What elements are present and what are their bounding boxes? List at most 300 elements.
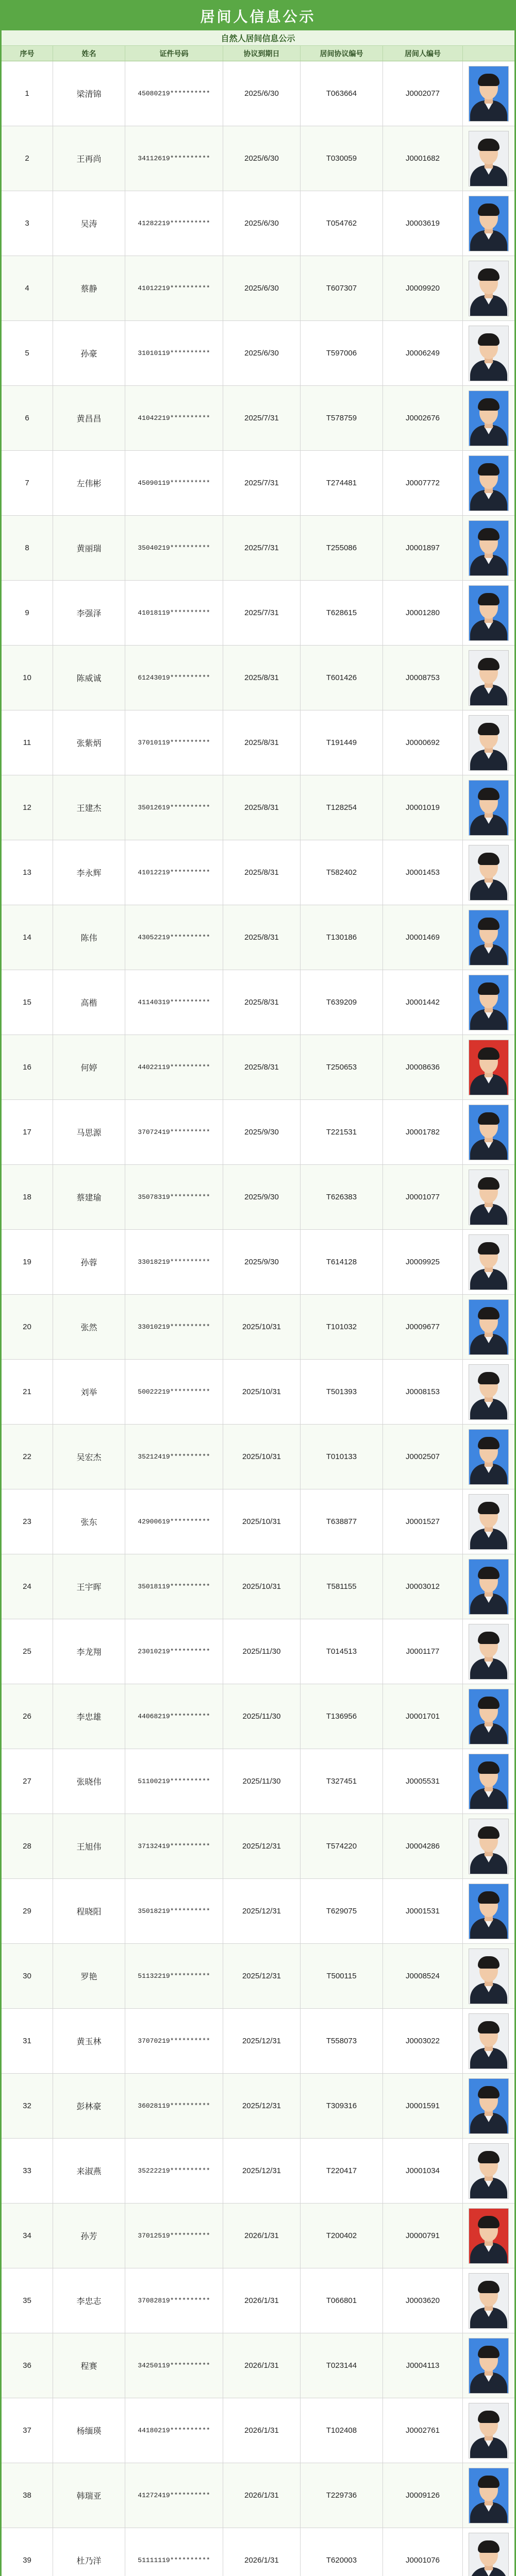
agreement-date: 2025/12/31 [223,2074,301,2139]
broker-code: J0003619 [383,191,463,256]
photo-cell [463,1749,514,1814]
person-name: 吴宏杰 [53,1425,125,1489]
person-name: 杜乃洋 [53,2528,125,2576]
agreement-date: 2025/7/31 [223,451,301,516]
table-row [2,1230,514,1295]
person-name: 程赛 [53,2333,125,2398]
agreement-date: 2025/8/31 [223,970,301,1035]
agreement-date: 2025/8/31 [223,775,301,840]
person-name: 王再尚 [53,126,125,191]
person-name: 韩瑞亚 [53,2463,125,2528]
broker-code: J0001077 [383,1165,463,1230]
agreement-number: T102408 [301,2398,383,2463]
photo-hair [478,1177,500,1190]
id-number: 41012219********** [125,256,223,321]
agreement-number: T030059 [301,126,383,191]
photo-cell [463,1619,514,1684]
agreement-number: T023144 [301,2333,383,2398]
agreement-date: 2025/8/31 [223,646,301,710]
portrait-photo [469,1299,509,1355]
broker-code: J0001177 [383,1619,463,1684]
photo-cell [463,2139,514,2204]
row-number: 38 [2,2463,53,2528]
row-number: 10 [2,646,53,710]
portrait-photo [469,2338,509,2394]
portrait-photo [469,1624,509,1680]
table-row [2,386,514,451]
row-number: 17 [2,1100,53,1165]
table-row [2,1879,514,1944]
person-name: 左伟彬 [53,451,125,516]
person-name: 李强泽 [53,581,125,646]
broker-code: J0001453 [383,840,463,905]
photo-hair [478,658,500,670]
portrait-photo [469,131,509,187]
agreement-date: 2025/11/30 [223,1749,301,1814]
table-row [2,191,514,256]
photo-cell [463,1879,514,1944]
photo-hair [478,1307,500,1319]
id-number: 41272419********** [125,2463,223,2528]
row-number: 33 [2,2139,53,2204]
photo-hair [478,333,500,346]
photo-hair [478,139,500,151]
broker-code: J0001076 [383,2528,463,2576]
row-number: 1 [2,61,53,126]
table-row [2,775,514,840]
portrait-photo [469,2533,509,2576]
row-number: 36 [2,2333,53,2398]
agreement-number: T628615 [301,581,383,646]
broker-code: J0008636 [383,1035,463,1100]
photo-cell [463,2204,514,2268]
agreement-date: 2025/6/30 [223,256,301,321]
photo-cell [463,1295,514,1360]
agreement-date: 2025/8/31 [223,840,301,905]
table-row [2,581,514,646]
broker-code: J0001782 [383,1100,463,1165]
photo-cell [463,1489,514,1554]
agreement-number: T501393 [301,1360,383,1425]
agreement-number: T626383 [301,1165,383,1230]
agreement-number: T136956 [301,1684,383,1749]
photo-hair [478,2411,500,2423]
id-number: 41018119********** [125,581,223,646]
row-number: 21 [2,1360,53,1425]
id-number: 35040219********** [125,516,223,581]
table-row [2,2139,514,2204]
table-row [2,516,514,581]
table-row [2,1360,514,1425]
agreement-date: 2025/7/31 [223,516,301,581]
table-row [2,2333,514,2398]
broker-code: J0001019 [383,775,463,840]
row-number: 16 [2,1035,53,1100]
agreement-date: 2026/1/31 [223,2463,301,2528]
photo-hair [478,2216,500,2228]
photo-hair [478,2346,500,2358]
table-row [2,1684,514,1749]
person-name: 张东 [53,1489,125,1554]
photo-hair [478,593,500,605]
photo-cell [463,1425,514,1489]
id-number: 35018219********** [125,1879,223,1944]
column-header-date: 协议到期日 [223,46,301,61]
agreement-number: T200402 [301,2204,383,2268]
portrait-photo [469,1754,509,1809]
id-number: 34250119********** [125,2333,223,2398]
table-row [2,646,514,710]
row-number: 14 [2,905,53,970]
id-number: 35222219********** [125,2139,223,2204]
agreement-date: 2025/9/30 [223,1165,301,1230]
id-number: 37082819********** [125,2268,223,2333]
row-number: 19 [2,1230,53,1295]
portrait-photo [469,1429,509,1485]
portrait-photo [469,780,509,836]
agreement-date: 2025/7/31 [223,386,301,451]
agreement-date: 2025/9/30 [223,1230,301,1295]
agreement-date: 2025/8/31 [223,1035,301,1100]
photo-cell [463,581,514,646]
broker-code: J0001531 [383,1879,463,1944]
broker-code: J0003620 [383,2268,463,2333]
id-number: 45090119********** [125,451,223,516]
portrait-photo [469,391,509,446]
broker-code: J0001280 [383,581,463,646]
broker-code: J0004286 [383,1814,463,1879]
agreement-number: T639209 [301,970,383,1035]
person-name: 彭林豪 [53,2074,125,2139]
page-subtitle: 自然人居间信息公示 [2,30,514,46]
broker-code: J0008524 [383,1944,463,2009]
broker-code: J0009677 [383,1295,463,1360]
photo-cell [463,1554,514,1619]
photo-hair [478,1372,500,1384]
row-number: 22 [2,1425,53,1489]
table-row [2,61,514,126]
broker-code: J0002077 [383,61,463,126]
table-row [2,256,514,321]
person-name: 来淑燕 [53,2139,125,2204]
photo-cell [463,2268,514,2333]
photo-cell [463,516,514,581]
portrait-photo [469,2468,509,2523]
photo-hair [478,2086,500,2098]
person-name: 张然 [53,1295,125,1360]
photo-hair [478,74,500,86]
person-name: 马思源 [53,1100,125,1165]
agreement-date: 2025/6/30 [223,61,301,126]
table-row [2,451,514,516]
broker-code: J0001682 [383,126,463,191]
id-number: 31010119********** [125,321,223,386]
broker-code: J0001591 [383,2074,463,2139]
photo-hair [478,1697,500,1709]
portrait-photo [469,261,509,316]
portrait-photo [469,326,509,381]
photo-hair [478,1567,500,1579]
id-number: 33018219********** [125,1230,223,1295]
id-number: 35012619********** [125,775,223,840]
id-number: 44180219********** [125,2398,223,2463]
portrait-photo [469,1234,509,1290]
table-row [2,2268,514,2333]
photo-hair [478,1956,500,1969]
photo-cell [463,2463,514,2528]
person-name: 王宇晖 [53,1554,125,1619]
portrait-photo [469,520,509,576]
portrait-photo [469,1040,509,1095]
agreement-date: 2025/12/31 [223,1944,301,2009]
id-number: 37072419********** [125,1100,223,1165]
agreement-date: 2025/8/31 [223,905,301,970]
id-number: 37010119********** [125,710,223,775]
agreement-number: T191449 [301,710,383,775]
table-row [2,710,514,775]
portrait-photo [469,585,509,641]
portrait-photo [469,1105,509,1160]
photo-cell [463,2009,514,2074]
broker-code: J0002676 [383,386,463,451]
table-row [2,1749,514,1814]
portrait-photo [469,1494,509,1550]
table-row [2,1165,514,1230]
row-number: 35 [2,2268,53,2333]
person-name: 陈伟 [53,905,125,970]
agreement-date: 2025/6/30 [223,126,301,191]
photo-cell [463,1814,514,1879]
person-name: 张紫炳 [53,710,125,775]
table-row [2,2398,514,2463]
agreement-date: 2025/9/30 [223,1100,301,1165]
agreement-number: T558073 [301,2009,383,2074]
portrait-photo [469,2208,509,2264]
table-row [2,905,514,970]
column-header-photo [463,46,514,61]
agreement-date: 2025/7/31 [223,581,301,646]
table-row [2,840,514,905]
row-number: 18 [2,1165,53,1230]
portrait-photo [469,845,509,901]
table-row [2,2204,514,2268]
table-row [2,321,514,386]
photo-hair [478,1242,500,1255]
table-row [2,2528,514,2576]
table-row [2,126,514,191]
person-name: 刘举 [53,1360,125,1425]
agreement-number: T574220 [301,1814,383,1879]
agreement-number: T066801 [301,2268,383,2333]
row-number: 6 [2,386,53,451]
agreement-number: T054762 [301,191,383,256]
row-number: 25 [2,1619,53,1684]
broker-code: J0009920 [383,256,463,321]
table-row [2,1489,514,1554]
person-name: 黄玉林 [53,2009,125,2074]
photo-cell [463,1165,514,1230]
column-header-id: 证件号码 [125,46,223,61]
table-row [2,2009,514,2074]
row-number: 26 [2,1684,53,1749]
person-name: 黄丽瑞 [53,516,125,581]
agreement-number: T581155 [301,1554,383,1619]
id-number: 45080219********** [125,61,223,126]
row-number: 24 [2,1554,53,1619]
portrait-photo [469,1884,509,1939]
portrait-photo [469,1559,509,1615]
agreement-number: T130186 [301,905,383,970]
photo-hair [478,2281,500,2293]
agreement-number: T620003 [301,2528,383,2576]
photo-hair [478,268,500,281]
row-number: 3 [2,191,53,256]
photo-cell [463,2333,514,2398]
photo-cell [463,451,514,516]
page-title: 居间人信息公示 [2,2,514,30]
person-name: 张晓伟 [53,1749,125,1814]
table-row [2,1814,514,1879]
portrait-photo [469,2273,509,2329]
agreement-date: 2025/10/31 [223,1360,301,1425]
broker-code: J0004113 [383,2333,463,2398]
table-row [2,1944,514,2009]
person-name: 李忠雄 [53,1684,125,1749]
id-number: 44068219********** [125,1684,223,1749]
broker-code: J0001897 [383,516,463,581]
person-name: 罗艳 [53,1944,125,2009]
portrait-photo [469,196,509,251]
person-name: 杨缅瑛 [53,2398,125,2463]
portrait-photo [469,910,509,965]
row-number: 4 [2,256,53,321]
person-name: 何婷 [53,1035,125,1100]
agreement-number: T309316 [301,2074,383,2139]
person-name: 李忠志 [53,2268,125,2333]
id-number: 23010219********** [125,1619,223,1684]
id-number: 34112619********** [125,126,223,191]
person-name: 黄昌昌 [53,386,125,451]
row-number: 32 [2,2074,53,2139]
id-number: 44022119********** [125,1035,223,1100]
agreement-number: T229736 [301,2463,383,2528]
person-name: 孙芳 [53,2204,125,2268]
person-name: 王建杰 [53,775,125,840]
photo-cell [463,1360,514,1425]
agreement-date: 2025/10/31 [223,1489,301,1554]
photo-cell [463,321,514,386]
agreement-date: 2025/10/31 [223,1295,301,1360]
table-row [2,2074,514,2139]
broker-code: J0005531 [383,1749,463,1814]
person-name: 程晓阳 [53,1879,125,1944]
column-header-code: 居间人编号 [383,46,463,61]
row-number: 2 [2,126,53,191]
agreement-number: T327451 [301,1749,383,1814]
agreement-number: T614128 [301,1230,383,1295]
person-name: 孙豪 [53,321,125,386]
agreement-date: 2025/12/31 [223,2139,301,2204]
id-number: 37070219********** [125,2009,223,2074]
photo-hair [478,788,500,800]
agreement-number: T274481 [301,451,383,516]
photo-hair [478,1047,500,1060]
photo-hair [478,2540,500,2553]
person-name: 孙蓉 [53,1230,125,1295]
portrait-photo [469,975,509,1030]
agreement-date: 2026/1/31 [223,2333,301,2398]
portrait-photo [469,455,509,511]
row-number: 9 [2,581,53,646]
photo-cell [463,1230,514,1295]
agreement-number: T010133 [301,1425,383,1489]
photo-cell [463,1100,514,1165]
row-number: 20 [2,1295,53,1360]
agreement-number: T582402 [301,840,383,905]
photo-hair [478,2151,500,2163]
table-row [2,1619,514,1684]
photo-cell [463,905,514,970]
broker-code: J0007772 [383,451,463,516]
row-number: 29 [2,1879,53,1944]
portrait-photo [469,715,509,771]
id-number: 61243019********** [125,646,223,710]
agreement-date: 2026/1/31 [223,2398,301,2463]
photo-hair [478,1112,500,1125]
photo-hair [478,1891,500,1904]
photo-hair [478,463,500,476]
person-name: 高楷 [53,970,125,1035]
photo-cell [463,1944,514,2009]
column-header-agreement: 居间协议编号 [301,46,383,61]
row-number: 11 [2,710,53,775]
column-header-name: 姓名 [53,46,125,61]
agreement-number: T221531 [301,1100,383,1165]
portrait-photo [469,1364,509,1420]
id-number: 41042219********** [125,386,223,451]
portrait-photo [469,1819,509,1874]
agreement-number: T500115 [301,1944,383,2009]
agreement-number: T220417 [301,2139,383,2204]
row-number: 5 [2,321,53,386]
agreement-number: T250653 [301,1035,383,1100]
person-name: 蔡静 [53,256,125,321]
portrait-photo [469,1689,509,1744]
agreement-date: 2026/1/31 [223,2528,301,2576]
photo-cell [463,2074,514,2139]
agreement-date: 2026/1/31 [223,2268,301,2333]
id-number: 43052219********** [125,905,223,970]
id-number: 35018119********** [125,1554,223,1619]
photo-hair [478,918,500,930]
agreement-number: T063664 [301,61,383,126]
broker-code: J0008153 [383,1360,463,1425]
portrait-photo [469,2403,509,2459]
id-number: 51111119********** [125,2528,223,2576]
person-name: 梁清锦 [53,61,125,126]
agreement-date: 2025/6/30 [223,191,301,256]
photo-hair [478,1761,500,1774]
id-number: 50022219********** [125,1360,223,1425]
photo-cell [463,256,514,321]
agreement-date: 2025/10/31 [223,1554,301,1619]
agreement-number: T629075 [301,1879,383,1944]
broker-code: J0009925 [383,1230,463,1295]
agreement-number: T014513 [301,1619,383,1684]
broker-code: J0003022 [383,2009,463,2074]
id-number: 37132419********** [125,1814,223,1879]
photo-hair [478,1826,500,1839]
